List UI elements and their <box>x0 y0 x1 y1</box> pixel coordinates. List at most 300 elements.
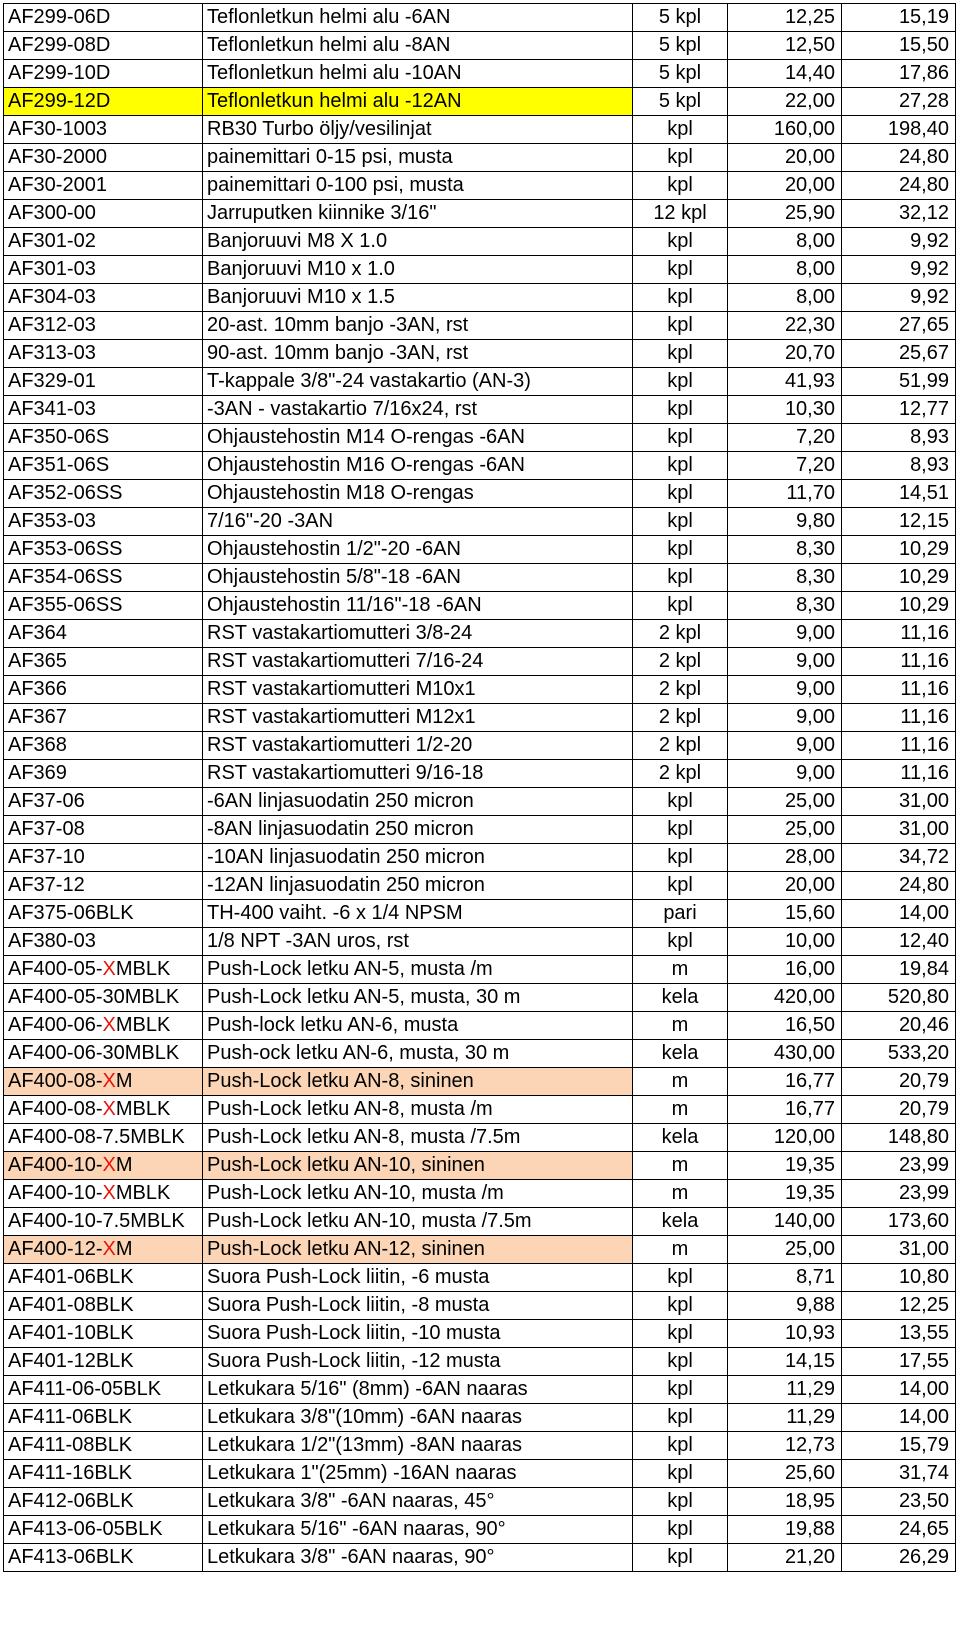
product-code-cell <box>4 1068 203 1096</box>
description-cell: Teflonletkun helmi alu -8AN <box>203 32 633 60</box>
price-vat-cell: 520,80 <box>842 984 956 1012</box>
price-cell: 9,88 <box>728 1292 842 1320</box>
price-vat-cell: 11,16 <box>842 704 956 732</box>
price-vat-cell: 24,80 <box>842 144 956 172</box>
product-code-cell: AF353-03 <box>4 508 203 536</box>
unit-cell: 5 kpl <box>633 32 728 60</box>
price-cell: 25,00 <box>728 1236 842 1264</box>
table-row <box>4 200 956 228</box>
price-cell: 25,00 <box>728 816 842 844</box>
code-part: MBLK <box>115 958 171 980</box>
unit-cell: kpl <box>633 172 728 200</box>
table-row <box>4 592 956 620</box>
unit-cell: kpl <box>633 1488 728 1516</box>
unit-cell: kpl <box>633 116 728 144</box>
price-cell: 7,20 <box>728 424 842 452</box>
product-code-cell: AF411-06-05BLK <box>4 1376 203 1404</box>
code-part: MBLK <box>115 1098 171 1120</box>
price-cell: 9,00 <box>728 676 842 704</box>
description-cell: Suora Push-Lock liitin, -10 musta <box>203 1320 633 1348</box>
unit-cell: pari <box>633 900 728 928</box>
product-code-cell: AF37-12 <box>4 872 203 900</box>
product-code-cell: AF353-06SS <box>4 536 203 564</box>
table-row <box>4 760 956 788</box>
description-cell: Push-Lock letku AN-8, musta /7.5m <box>203 1124 633 1152</box>
price-vat-cell: 27,65 <box>842 312 956 340</box>
price-vat-cell: 14,00 <box>842 900 956 928</box>
code-variable-marker: X <box>102 1238 116 1260</box>
product-code-cell: AF375-06BLK <box>4 900 203 928</box>
description-cell: -12AN linjasuodatin 250 micron <box>203 872 633 900</box>
product-code-cell: AF312-03 <box>4 312 203 340</box>
unit-cell: m <box>633 1152 728 1180</box>
product-code-cell: AF352-06SS <box>4 480 203 508</box>
price-vat-cell: 12,15 <box>842 508 956 536</box>
unit-cell: kpl <box>633 844 728 872</box>
unit-cell: kpl <box>633 872 728 900</box>
price-table-body <box>4 4 956 1572</box>
price-vat-cell: 11,16 <box>842 732 956 760</box>
product-code-cell: AF401-12BLK <box>4 1348 203 1376</box>
price-cell: 19,88 <box>728 1516 842 1544</box>
price-cell: 25,60 <box>728 1460 842 1488</box>
code-part: AF400-08- <box>8 1098 103 1120</box>
unit-cell: kpl <box>633 1292 728 1320</box>
product-code-cell: AF350-06S <box>4 424 203 452</box>
table-row <box>4 620 956 648</box>
unit-cell: kpl <box>633 396 728 424</box>
description-cell: RST vastakartiomutteri 7/16-24 <box>203 648 633 676</box>
price-vat-cell: 31,74 <box>842 1460 956 1488</box>
price-vat-cell: 24,65 <box>842 1516 956 1544</box>
price-cell: 9,00 <box>728 704 842 732</box>
price-cell: 19,35 <box>728 1152 842 1180</box>
product-code-cell: AF365 <box>4 648 203 676</box>
price-vat-cell: 20,79 <box>842 1068 956 1096</box>
price-vat-cell: 11,16 <box>842 620 956 648</box>
price-cell: 12,25 <box>728 4 842 32</box>
unit-cell: kpl <box>633 592 728 620</box>
price-vat-cell: 9,92 <box>842 284 956 312</box>
price-vat-cell: 10,80 <box>842 1264 956 1292</box>
product-code-cell: AF301-03 <box>4 256 203 284</box>
unit-cell: kela <box>633 1124 728 1152</box>
price-cell: 20,00 <box>728 172 842 200</box>
table-row <box>4 1320 956 1348</box>
code-part: AF400-12- <box>8 1238 103 1260</box>
price-cell: 16,00 <box>728 956 842 984</box>
table-row <box>4 1292 956 1320</box>
unit-cell: kpl <box>633 536 728 564</box>
unit-cell: m <box>633 1096 728 1124</box>
table-row <box>4 1012 956 1040</box>
description-cell: Ohjaustehostin 11/16"-18 -6AN <box>203 592 633 620</box>
price-cell: 8,00 <box>728 228 842 256</box>
product-code-cell: AF364 <box>4 620 203 648</box>
price-cell: 430,00 <box>728 1040 842 1068</box>
description-cell: Teflonletkun helmi alu -6AN <box>203 4 633 32</box>
product-code-cell: AF329-01 <box>4 368 203 396</box>
price-vat-cell: 27,28 <box>842 88 956 116</box>
table-row <box>4 1040 956 1068</box>
price-cell: 12,73 <box>728 1432 842 1460</box>
table-row <box>4 452 956 480</box>
price-cell: 25,90 <box>728 200 842 228</box>
table-row <box>4 256 956 284</box>
table-row <box>4 704 956 732</box>
price-cell: 7,20 <box>728 452 842 480</box>
price-vat-cell: 12,40 <box>842 928 956 956</box>
price-cell: 14,15 <box>728 1348 842 1376</box>
unit-cell: kpl <box>633 1432 728 1460</box>
description-cell: -3AN - vastakartio 7/16x24, rst <box>203 396 633 424</box>
price-cell: 8,30 <box>728 564 842 592</box>
price-cell: 9,00 <box>728 620 842 648</box>
price-cell: 8,30 <box>728 536 842 564</box>
description-cell: RST vastakartiomutteri 3/8-24 <box>203 620 633 648</box>
product-code-cell: AF354-06SS <box>4 564 203 592</box>
price-vat-cell: 20,46 <box>842 1012 956 1040</box>
price-cell: 41,93 <box>728 368 842 396</box>
table-row <box>4 60 956 88</box>
description-cell: Ohjaustehostin M14 O-rengas -6AN <box>203 424 633 452</box>
product-code-cell: AF400-06-30MBLK <box>4 1040 203 1068</box>
unit-cell: kpl <box>633 228 728 256</box>
unit-cell: m <box>633 1068 728 1096</box>
unit-cell: kpl <box>633 256 728 284</box>
description-cell: Push-Lock letku AN-5, musta /m <box>203 956 633 984</box>
description-cell: Teflonletkun helmi alu -10AN <box>203 60 633 88</box>
price-vat-cell: 10,29 <box>842 536 956 564</box>
product-code-cell: AF300-00 <box>4 200 203 228</box>
code-part: M <box>115 1154 133 1176</box>
price-vat-cell: 14,00 <box>842 1376 956 1404</box>
unit-cell: kpl <box>633 452 728 480</box>
price-cell: 8,00 <box>728 284 842 312</box>
unit-cell: kela <box>633 1208 728 1236</box>
product-code-cell: AF401-10BLK <box>4 1320 203 1348</box>
description-cell: T-kappale 3/8"-24 vastakartio (AN-3) <box>203 368 633 396</box>
description-cell: Suora Push-Lock liitin, -6 musta <box>203 1264 633 1292</box>
price-vat-cell: 23,50 <box>842 1488 956 1516</box>
product-code-cell: AF351-06S <box>4 452 203 480</box>
price-vat-cell: 31,00 <box>842 816 956 844</box>
description-cell: Letkukara 3/8" -6AN naaras, 90° <box>203 1544 633 1572</box>
price-cell: 28,00 <box>728 844 842 872</box>
unit-cell: kela <box>633 984 728 1012</box>
code-part: AF400-06- <box>8 1014 103 1036</box>
table-row <box>4 284 956 312</box>
description-cell: Ohjaustehostin 5/8"-18 -6AN <box>203 564 633 592</box>
product-code-cell: AF37-06 <box>4 788 203 816</box>
price-cell: 8,30 <box>728 592 842 620</box>
product-code-cell: AF301-02 <box>4 228 203 256</box>
table-row <box>4 88 956 116</box>
product-code-cell: AF401-08BLK <box>4 1292 203 1320</box>
price-cell: 19,35 <box>728 1180 842 1208</box>
price-vat-cell: 148,80 <box>842 1124 956 1152</box>
description-cell: Push-Lock letku AN-10, sininen <box>203 1152 633 1180</box>
unit-cell: kpl <box>633 1516 728 1544</box>
table-row <box>4 1404 956 1432</box>
table-row <box>4 956 956 984</box>
product-code-cell: AF411-16BLK <box>4 1460 203 1488</box>
table-row <box>4 368 956 396</box>
unit-cell: kpl <box>633 284 728 312</box>
description-cell: Letkukara 1"(25mm) -16AN naaras <box>203 1460 633 1488</box>
unit-cell: m <box>633 1012 728 1040</box>
code-variable-marker: X <box>102 1014 116 1036</box>
description-cell: Banjoruuvi M10 x 1.0 <box>203 256 633 284</box>
price-vat-cell: 11,16 <box>842 760 956 788</box>
table-row <box>4 1208 956 1236</box>
price-vat-cell: 11,16 <box>842 648 956 676</box>
unit-cell: 2 kpl <box>633 704 728 732</box>
unit-cell: kpl <box>633 1320 728 1348</box>
description-cell: Push-lock letku AN-6, musta <box>203 1012 633 1040</box>
table-row <box>4 340 956 368</box>
description-cell: Ohjaustehostin M18 O-rengas <box>203 480 633 508</box>
price-vat-cell: 14,00 <box>842 1404 956 1432</box>
table-row <box>4 984 956 1012</box>
product-code-cell: AF299-08D <box>4 32 203 60</box>
product-code-cell: AF400-05-30MBLK <box>4 984 203 1012</box>
price-vat-cell: 31,00 <box>842 788 956 816</box>
product-code-cell: AF299-10D <box>4 60 203 88</box>
table-row <box>4 900 956 928</box>
description-cell: 90-ast. 10mm banjo -3AN, rst <box>203 340 633 368</box>
description-cell: 1/8 NPT -3AN uros, rst <box>203 928 633 956</box>
description-cell: Letkukara 1/2"(13mm) -8AN naaras <box>203 1432 633 1460</box>
description-cell: 20-ast. 10mm banjo -3AN, rst <box>203 312 633 340</box>
price-vat-cell: 10,29 <box>842 564 956 592</box>
unit-cell: 2 kpl <box>633 648 728 676</box>
description-cell: Letkukara 3/8" -6AN naaras, 45° <box>203 1488 633 1516</box>
price-vat-cell: 9,92 <box>842 256 956 284</box>
price-vat-cell: 12,77 <box>842 396 956 424</box>
product-code-cell: AF299-12D <box>4 88 203 116</box>
table-row <box>4 1432 956 1460</box>
unit-cell: kpl <box>633 340 728 368</box>
table-row <box>4 4 956 32</box>
price-cell: 22,00 <box>728 88 842 116</box>
unit-cell: kpl <box>633 816 728 844</box>
description-cell: Push-Lock letku AN-10, musta /m <box>203 1180 633 1208</box>
description-cell: RST vastakartiomutteri 1/2-20 <box>203 732 633 760</box>
price-cell: 20,00 <box>728 144 842 172</box>
price-vat-cell: 12,25 <box>842 1292 956 1320</box>
table-row <box>4 312 956 340</box>
price-vat-cell: 51,99 <box>842 368 956 396</box>
unit-cell: kpl <box>633 1264 728 1292</box>
unit-cell: 2 kpl <box>633 732 728 760</box>
table-row <box>4 32 956 60</box>
description-cell: RST vastakartiomutteri M10x1 <box>203 676 633 704</box>
description-cell: Letkukara 3/8"(10mm) -6AN naaras <box>203 1404 633 1432</box>
product-code-cell: AF401-06BLK <box>4 1264 203 1292</box>
code-part: M <box>115 1238 133 1260</box>
product-code-cell: AF30-1003 <box>4 116 203 144</box>
product-code-cell: AF367 <box>4 704 203 732</box>
code-part: AF400-05- <box>8 958 103 980</box>
product-code-cell: AF400-08-7.5MBLK <box>4 1124 203 1152</box>
table-row <box>4 396 956 424</box>
code-part: AF400-10- <box>8 1154 103 1176</box>
unit-cell: 2 kpl <box>633 620 728 648</box>
price-vat-cell: 20,79 <box>842 1096 956 1124</box>
product-code-cell: AF412-06BLK <box>4 1488 203 1516</box>
price-cell: 120,00 <box>728 1124 842 1152</box>
product-code-cell: AF368 <box>4 732 203 760</box>
price-vat-cell: 17,86 <box>842 60 956 88</box>
table-row <box>4 648 956 676</box>
price-vat-cell: 15,79 <box>842 1432 956 1460</box>
price-cell: 18,95 <box>728 1488 842 1516</box>
product-code-cell <box>4 1152 203 1180</box>
price-cell: 15,60 <box>728 900 842 928</box>
product-code-cell: AF366 <box>4 676 203 704</box>
product-code-cell: AF30-2000 <box>4 144 203 172</box>
price-vat-cell: 26,29 <box>842 1544 956 1572</box>
unit-cell: kpl <box>633 480 728 508</box>
unit-cell: 5 kpl <box>633 4 728 32</box>
product-code-cell: AF413-06-05BLK <box>4 1516 203 1544</box>
table-row <box>4 1180 956 1208</box>
price-vat-cell: 533,20 <box>842 1040 956 1068</box>
description-cell: RST vastakartiomutteri 9/16-18 <box>203 760 633 788</box>
product-code-cell: AF400-10-7.5MBLK <box>4 1208 203 1236</box>
description-cell: Banjoruuvi M10 x 1.5 <box>203 284 633 312</box>
description-cell: painemittari 0-100 psi, musta <box>203 172 633 200</box>
product-code-cell: AF30-2001 <box>4 172 203 200</box>
table-row <box>4 872 956 900</box>
price-vat-cell: 11,16 <box>842 676 956 704</box>
code-variable-marker: X <box>102 1154 116 1176</box>
price-vat-cell: 15,19 <box>842 4 956 32</box>
table-row <box>4 1348 956 1376</box>
price-cell: 10,00 <box>728 928 842 956</box>
price-vat-cell: 8,93 <box>842 424 956 452</box>
price-cell: 20,70 <box>728 340 842 368</box>
price-vat-cell: 173,60 <box>842 1208 956 1236</box>
price-vat-cell: 17,55 <box>842 1348 956 1376</box>
product-code-cell: AF341-03 <box>4 396 203 424</box>
price-vat-cell: 31,00 <box>842 1236 956 1264</box>
price-cell: 20,00 <box>728 872 842 900</box>
price-cell: 8,00 <box>728 256 842 284</box>
table-row <box>4 1544 956 1572</box>
table-row <box>4 816 956 844</box>
price-cell: 9,00 <box>728 732 842 760</box>
code-variable-marker: X <box>102 1182 116 1204</box>
product-code-cell <box>4 1012 203 1040</box>
table-row <box>4 676 956 704</box>
table-row <box>4 228 956 256</box>
product-code-cell: AF355-06SS <box>4 592 203 620</box>
table-row <box>4 144 956 172</box>
price-cell: 10,30 <box>728 396 842 424</box>
table-row <box>4 536 956 564</box>
description-cell: Push-ock letku AN-6, musta, 30 m <box>203 1040 633 1068</box>
description-cell: RST vastakartiomutteri M12x1 <box>203 704 633 732</box>
table-row <box>4 1488 956 1516</box>
product-code-cell: AF369 <box>4 760 203 788</box>
product-code-cell <box>4 956 203 984</box>
price-vat-cell: 13,55 <box>842 1320 956 1348</box>
code-variable-marker: X <box>102 958 116 980</box>
price-cell: 9,00 <box>728 648 842 676</box>
code-variable-marker: X <box>102 1098 116 1120</box>
table-row <box>4 1516 956 1544</box>
table-row <box>4 844 956 872</box>
price-vat-cell: 198,40 <box>842 116 956 144</box>
price-vat-cell: 24,80 <box>842 872 956 900</box>
price-cell: 8,71 <box>728 1264 842 1292</box>
unit-cell: 5 kpl <box>633 88 728 116</box>
table-row <box>4 1460 956 1488</box>
price-cell: 11,29 <box>728 1404 842 1432</box>
unit-cell: kpl <box>633 144 728 172</box>
table-row <box>4 788 956 816</box>
table-row <box>4 172 956 200</box>
code-part: M <box>115 1070 133 1092</box>
unit-cell: 2 kpl <box>633 676 728 704</box>
table-row <box>4 1096 956 1124</box>
unit-cell: kpl <box>633 788 728 816</box>
table-row <box>4 480 956 508</box>
price-cell: 9,80 <box>728 508 842 536</box>
unit-cell: m <box>633 956 728 984</box>
description-cell: Push-Lock letku AN-5, musta, 30 m <box>203 984 633 1012</box>
price-cell: 11,70 <box>728 480 842 508</box>
product-code-cell: AF37-10 <box>4 844 203 872</box>
description-cell: -6AN linjasuodatin 250 micron <box>203 788 633 816</box>
table-row <box>4 564 956 592</box>
product-code-cell: AF411-06BLK <box>4 1404 203 1432</box>
price-vat-cell: 19,84 <box>842 956 956 984</box>
table-row <box>4 1068 956 1096</box>
description-cell: -10AN linjasuodatin 250 micron <box>203 844 633 872</box>
price-cell: 22,30 <box>728 312 842 340</box>
unit-cell: 2 kpl <box>633 760 728 788</box>
unit-cell: kpl <box>633 312 728 340</box>
product-code-cell <box>4 1236 203 1264</box>
unit-cell: kpl <box>633 564 728 592</box>
unit-cell: kpl <box>633 928 728 956</box>
product-code-cell: AF411-08BLK <box>4 1432 203 1460</box>
unit-cell: kpl <box>633 1376 728 1404</box>
unit-cell: 5 kpl <box>633 60 728 88</box>
price-cell: 420,00 <box>728 984 842 1012</box>
code-variable-marker: X <box>102 1070 116 1092</box>
price-cell: 10,93 <box>728 1320 842 1348</box>
description-cell: Push-Lock letku AN-10, musta /7.5m <box>203 1208 633 1236</box>
table-row <box>4 1236 956 1264</box>
price-cell: 25,00 <box>728 788 842 816</box>
table-row <box>4 732 956 760</box>
unit-cell: kpl <box>633 1404 728 1432</box>
table-row <box>4 1124 956 1152</box>
unit-cell: kpl <box>633 508 728 536</box>
price-vat-cell: 34,72 <box>842 844 956 872</box>
description-cell: Jarruputken kiinnike 3/16" <box>203 200 633 228</box>
description-cell: Letkukara 5/16" (8mm) -6AN naaras <box>203 1376 633 1404</box>
product-code-cell: AF37-08 <box>4 816 203 844</box>
table-row <box>4 508 956 536</box>
price-vat-cell: 23,99 <box>842 1180 956 1208</box>
product-code-cell: AF413-06BLK <box>4 1544 203 1572</box>
table-row <box>4 1264 956 1292</box>
